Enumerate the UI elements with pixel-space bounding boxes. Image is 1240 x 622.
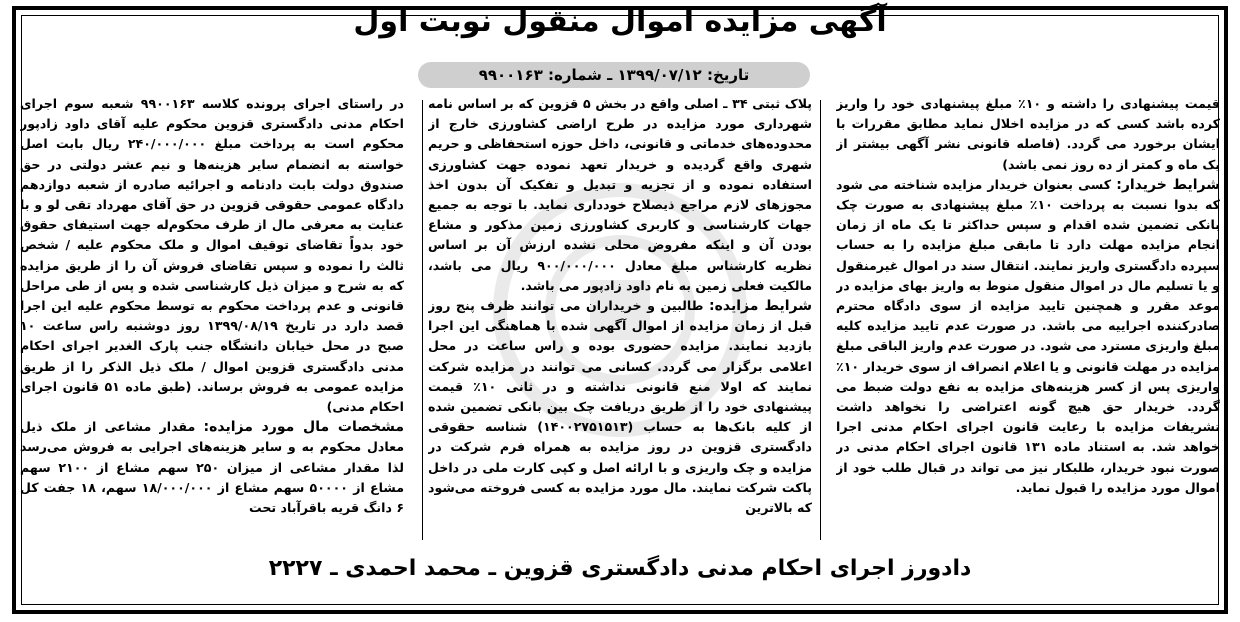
paragraph: [836, 94, 1220, 175]
body-text: مقدار مشاعی از ملک ذیل معادل محکوم به و سایر هزینه‌های اجرایی به فروش می‌رسد لذا مقدار مشاعی از میزان ۲۵۰ سهم مشاع از ۲۱۰۰ سهم مشاع از ۵۰۰۰۰ سهم مشاع از ۱۸/۰۰۰/۰۰۰ سهم، ۱۸ جفت کل ۶ دانگ قریه باقرآباد تحت: [20, 419, 404, 516]
body-text: پلاک ثبتی ۳۴ ـ اصلی واقع در بخش ۵ قزوین که بر اساس نامه شهرداری مورد مزایده در طرح اراضی کشاورزی خارج از محدوده‌های خدماتی و قانونی، داخل حوزه استحفاظی و حریم شهری واقع گردیده و خریدار تعهد نموده جهت کشاورزی استفاده نموده و از تجزیه و تبدیل و تفکیک آن بدون اخذ مجوزهای لازم مراجع ذیصلاح خودداری نماید. با توجه به جمیع جهات کارشناسی و کاربری کشاورزی زمین مذکور و مشاع بودن آن و اینکه مفروض محلی نشده ارزش آن بر اساس نظریه کارشناس مبلغ معادل ۹۰۰/۰۰۰/۰۰۰ ریال می باشد، مالکیت فعلی زمین به نام داود زادپور می باشد.: [428, 96, 812, 293]
column-right: [20, 94, 404, 542]
section-heading: مشخصات مال مورد مزایده:: [203, 419, 404, 436]
paragraph: [836, 175, 1220, 498]
notice-title: آگهی مزایده اموال منقول نوبت اول: [353, 4, 887, 39]
body-text: کسی بعنوان خریدار مزایده شناخته می شود که بدوا نسبت به پرداخت ۱۰٪ مبلغ پیشنهادی به صورت چک بانکی تضمین شده اقدام و سپس حداکثر تا یک ماه از زمان انجام مزایده مهلت دارد تا مابقی مبلغ مزایده را به حساب سپرده دادگستری واریز نمایند. انتقال سند در اموال غیرمنقول و یا تسلیم مال در اموال منقول منوط به واریز بهای مزایده در موعد مقرر و همچنین تایید مزایده از سوی دادگاه محترم صادرکننده اجراییه می باشد. در صورت عدم تایید مزایده کلیه مبلغ واریزی مسترد می شود. در صورت عدم واریز الباقی مبلغ مزایده در مهلت قانونی و یا اعلام انصراف از سوی خریدار ۱۰٪ واریزی پس از کسر هزینه‌های مزایده به نفع دولت ضبط می گردد. خریدار حق هیچ گونه اعتراضی را نخواهد داشت تشریفات مزایده با رعایت قانون اجرای احکام مدنی اجرا خواهد شد. به استناد ماده ۱۳۱ قانون اجرای احکام مدنی در صورت نبود خریدار، طلبکار نیز می تواند در قبال طلب خود از اموال مورد مزایده را قبول نماید.: [836, 176, 1220, 495]
section-heading: شرایط مزایده:: [709, 298, 812, 315]
section-heading: شرایط خریدار:: [1116, 176, 1220, 193]
body-text: در راستای اجرای پرونده کلاسه ۹۹۰۰۱۶۳ شعبه سوم اجرای احکام مدنی دادگستری قزوین محکوم علیه آقای داود زادپور محکوم است به پرداخت مبلغ ۲۴۰/۰۰۰/۰۰۰ ریال بابت اصل خواسته به انضمام سایر هزینه‌ها و نیم عشر دولتی در حق صندوق دولت بابت دادنامه و اجرائیه صادره از شعبه دوازدهم دادگاه عمومی حقوقی قزوین در حق آقای مهرداد تقی لو و با عنایت به معرفی مال از طرف محکوم‌له جهت استیفای حقوق خود بدواً تقاضای توقیف اموال و ملک محکوم علیه / شخص ثالث را نموده و سپس تقاضای فروش آن را از طریق مزایده که به شرح و میزان ذیل کارشناسی شده و پس از طی مراحل قانونی و عدم پرداخت محکوم به توسط محکوم علیه این اجرا قصد دارد در تاریخ ۱۳۹۹/۰۸/۱۹ روز دوشنبه راس ساعت ۱۰ صبح در محل خیابان دانشگاه جنب پارک الغدیر اجرای احکام مدنی دادگستری قزوین اموال / ملک ذیل الذکر را از طریق مزایده عمومی به فروش برساند. (طبق ماده ۵۱ قانون اجرای احکام مدنی): [20, 96, 404, 415]
notice-signature: دادورز اجرای احکام مدنی دادگستری قزوین ـ محمد احمدی ـ ۲۲۲۷: [268, 556, 972, 581]
paragraph: [20, 417, 404, 518]
notice-date-number: تاریخ: ۱۳۹۹/۰۷/۱۲ ـ شماره: ۹۹۰۰۱۶۳: [418, 62, 810, 88]
notice-body: [20, 94, 1220, 542]
paragraph: [20, 94, 404, 417]
paragraph: [428, 94, 812, 296]
column-left: [836, 94, 1220, 542]
body-text: قیمت پیشنهادی را داشته و ۱۰٪ مبلغ پیشنهادی خود را واریز کرده باشد کسی که در مزایده اخلال نماید مطابق مقررات با ایشان برخورد می گردد. (فاصله قانونی نشر آگهی بیشتر از یک ماه و کمتر از ده روز نمی باشد): [836, 96, 1220, 172]
body-text: طالبین و خریداران می توانند ظرف پنج روز قبل از زمان مزایده از اموال آگهی شده با هماهنگی این اجرا بازدید نمایند. مزایده حضوری بوده و راس ساعت در محل اعلامی برگزار می گردد. کسانی می توانند در مزایده شرکت نمایند که اولا منع قانونی نداشته و در ثانی ۱۰٪ قیمت پیشنهادی خود را از طریق دریافت چک بین بانکی تضمین شده از کلیه بانک‌ها به حساب (۱۴۰۰۲۷۵۱۵۱۳) شناسه حقوقی دادگستری قزوین در روز مزایده به همراه فرم شرکت در مزایده و چک واریزی و با ارائه اصل و کپی کارت ملی در داخل پاکت شرکت نمایند. مال مورد مزایده به کسی فروخته می‌شود که بالاترین: [428, 298, 812, 516]
paragraph: [428, 296, 812, 518]
column-middle: [428, 94, 812, 542]
